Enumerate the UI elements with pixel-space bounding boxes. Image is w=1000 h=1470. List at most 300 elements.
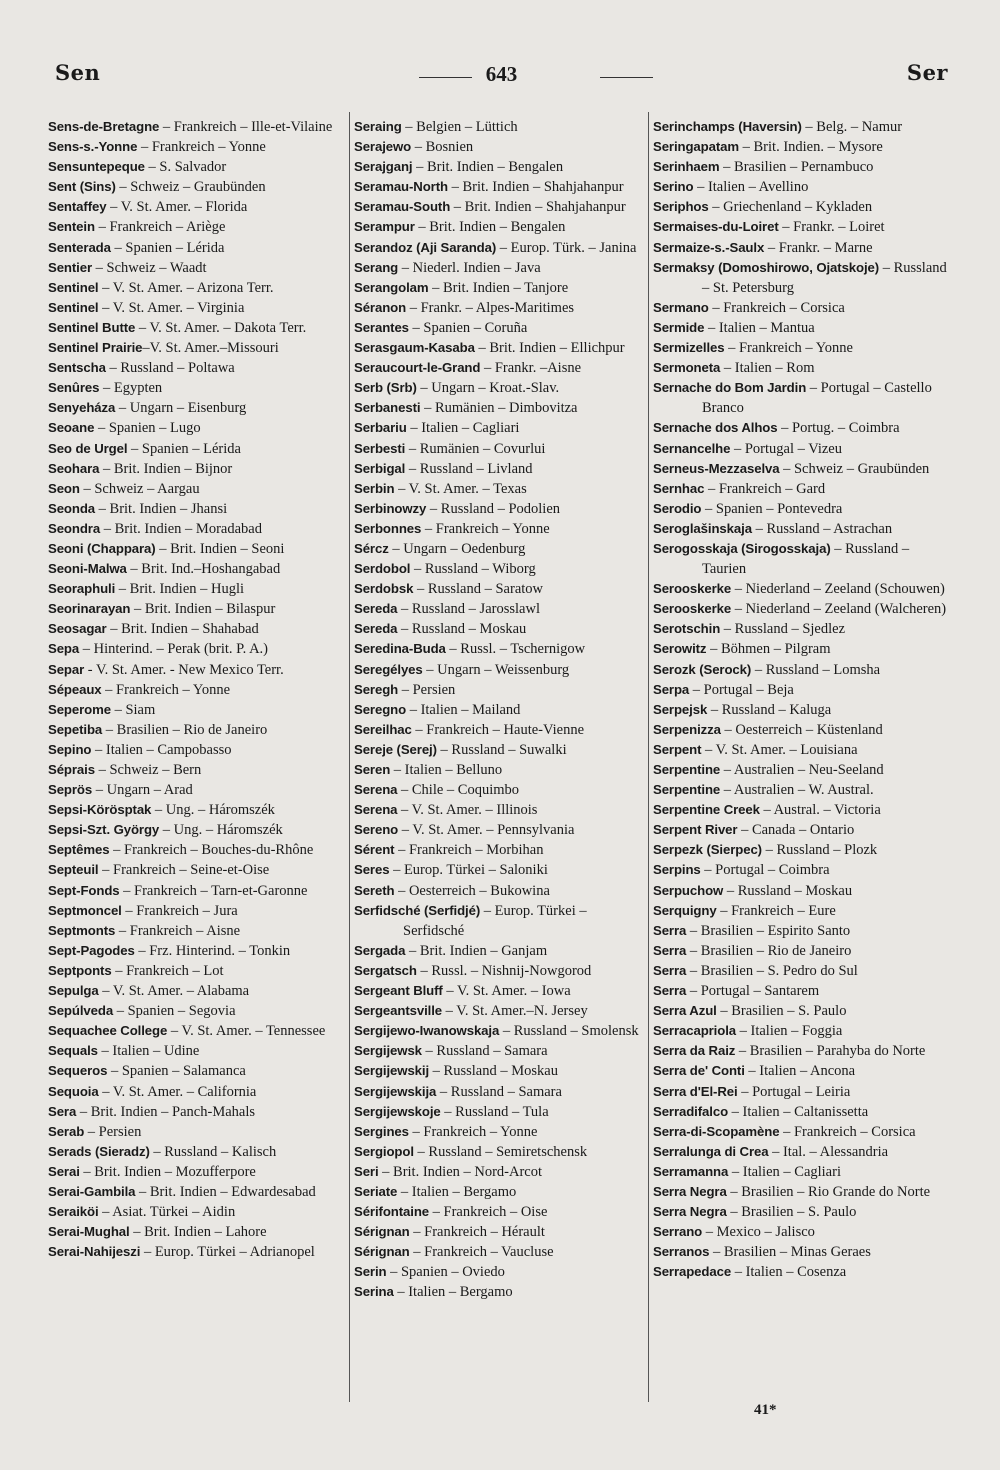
entry [354, 840, 648, 860]
entry-text: – Russland – Taurien [702, 540, 910, 578]
entry-headword: Serasgaum-Kasaba [354, 340, 475, 356]
entry-text: – V. St. Amer. – California [98, 1083, 257, 1100]
entry-headword: Septmonts [48, 922, 116, 938]
entry [653, 981, 949, 1001]
entry [48, 1222, 346, 1242]
entry-headword: Seoni-Malwa [48, 561, 127, 577]
entry [653, 780, 949, 800]
entry-text: – Spanien – Lugo [94, 420, 201, 437]
entry-headword: Sergeant Bluff [354, 983, 443, 999]
entry-text: – Niederland – Zeeland (Walcheren) [731, 601, 947, 618]
head-rule-right [600, 77, 653, 78]
entry [48, 921, 346, 941]
entry [48, 479, 346, 499]
entry [653, 800, 949, 820]
entry-text: – Brit. Indien – Shahjahanpur [447, 179, 624, 196]
entry-text: – Italien – Campobasso [91, 741, 232, 758]
signature-mark: 41* [754, 1402, 777, 1418]
entry-headword: Sérifontaine [354, 1204, 430, 1220]
entry-headword: Sergatsch [354, 962, 417, 978]
entry-text: – Frankreich – Aisne [115, 922, 241, 939]
entry-text: – Frankreich – Yonne [137, 139, 266, 156]
entry-text: – Frankreich – Haute-Vienne [411, 721, 585, 738]
entry-text: – Ungarn – Arad [92, 782, 193, 799]
entry-headword: Sergijewsk [354, 1043, 422, 1059]
entry-text: – Russland – Suwalki [436, 741, 567, 758]
entry-headword: Sépeaux [48, 681, 102, 697]
entry-text: – Brasilien – S. Pedro do Sul [686, 962, 858, 979]
entry-headword: Serinchamps (Haversin) [653, 119, 802, 134]
entry-text: – Russland – Lomsha [751, 661, 881, 678]
entry-text: – Russland – Jarosslawl [397, 601, 540, 618]
entry-text: – Italien – Udine [97, 1043, 200, 1060]
entry [48, 539, 346, 559]
entry-text: – Böhmen – Pilgram [706, 641, 831, 658]
entry [48, 780, 346, 800]
entry-text: – V. St. Amer. – Alabama [98, 983, 250, 1000]
entry [653, 1242, 949, 1262]
entry-text: – V. St. Amer. – Louisiana [701, 741, 858, 758]
entry-headword: Seringapatam [653, 139, 740, 155]
entry [354, 1262, 648, 1282]
entry [48, 298, 346, 318]
entry-text: – Frankr. –Aisne [480, 360, 582, 377]
entry [653, 197, 949, 217]
entry [354, 660, 648, 680]
entry-text: – Spanien – Lérida [127, 440, 241, 457]
entry-text: – Europ. Türk. – Janina [496, 239, 637, 256]
entry-text: – Frankr. – Marne [764, 239, 873, 256]
entry [354, 780, 648, 800]
entry-headword: Sera [48, 1103, 77, 1119]
entry-text: – V. St. Amer. – Arizona Terr. [98, 279, 274, 296]
entry-text: – Brasilien – S. Paulo [726, 1204, 857, 1221]
entry-headword: Seon [48, 480, 80, 496]
entry-headword: Serbonnes [354, 520, 422, 536]
entry-headword: Serena [354, 802, 398, 818]
entry-headword: Sernache dos Alhos [653, 420, 778, 436]
entry-text: – V. St. Amer. – Dakota Terr. [135, 319, 307, 336]
entry-text: – Russland – Podolien [426, 500, 561, 517]
entry [354, 1142, 648, 1162]
entry-text: – Brit. Indien – Hugli [115, 581, 245, 598]
entry-headword: Serra de' Conti [653, 1063, 745, 1079]
entry-text: – Russland – Moskau [397, 621, 527, 638]
entry-headword: Sereje (Serej) [354, 741, 437, 757]
entry [48, 358, 346, 378]
entry [354, 1082, 648, 1102]
entry-text: – Brit. Indien – Shahabad [106, 621, 259, 638]
entry-headword: Seregélyes [354, 661, 423, 677]
entry-text: – Russland – Semiretschensk [413, 1143, 588, 1160]
entry-headword: Sentinel Prairie [48, 340, 143, 356]
head-right-word: Ser [906, 60, 948, 85]
entry-headword: Serin [354, 1264, 387, 1280]
entry-text: – Chile – Coquimbo [397, 782, 520, 799]
entry-headword: Sentaffey [48, 199, 107, 215]
entry-headword: Serradifalco [653, 1103, 729, 1119]
entry [653, 1021, 949, 1041]
entry [653, 639, 949, 659]
entry-text: – Frankreich – Tarn-et-Garonne [119, 882, 308, 899]
entry [653, 459, 949, 479]
entry-text: – V. St. Amer. – Virginia [98, 299, 245, 316]
entry-text: – Portug. – Coimbra [777, 420, 900, 437]
entry-headword: Seperome [48, 701, 111, 717]
entry-text: – Europ. Türkei – Serfidsché [403, 902, 587, 939]
entry [354, 619, 648, 639]
entry-headword: Serads (Sieradz) [48, 1143, 150, 1159]
entry [653, 137, 949, 157]
entry [354, 1021, 648, 1041]
entry [653, 539, 949, 579]
entry-headword: Seosagar [48, 621, 107, 637]
entry [354, 680, 648, 700]
entry-headword: Serrano [653, 1224, 703, 1240]
entry-text: – Frankreich – Yonne [101, 681, 231, 698]
entry [48, 1182, 346, 1202]
entry-text: – Russland – Samara [421, 1043, 548, 1060]
entry [48, 398, 346, 418]
entry-headword: Septponts [48, 962, 112, 978]
entry [48, 1162, 346, 1182]
entry-text: – Brit. Indien – Panch-Mahals [76, 1103, 256, 1120]
entry [354, 720, 648, 740]
column-1 [48, 117, 346, 1262]
entry-headword: Sérent [354, 842, 395, 858]
entry-text: – Russland – Livland [405, 460, 533, 477]
entry-text: – Frz. Hinterind. – Tonkin [134, 942, 291, 959]
entry-headword: Seramau-South [354, 199, 451, 215]
entry [653, 599, 949, 619]
entry-text: – Persien [84, 1123, 142, 1140]
entry-headword: Septmoncel [48, 902, 122, 918]
entry-headword: Sermaises-du-Loiret [653, 219, 779, 235]
entry [354, 1102, 648, 1122]
entry-text: – Italien – Rom [720, 360, 815, 377]
entry [653, 579, 949, 599]
entry-text: – Brit. Indien – Nord-Arcot [378, 1163, 543, 1180]
entry [48, 499, 346, 519]
column-divider-1 [349, 112, 350, 1402]
entry [48, 137, 346, 157]
entry-text: – Oesterreich – Küstenland [720, 721, 883, 738]
entry-headword: Serooskerke [653, 601, 732, 617]
entry-text: – Russland – Kalisch [149, 1143, 277, 1160]
entry-text: – Hinterind. – Perak (brit. P. A.) [79, 641, 269, 658]
entry-text: – Griechenland – Kykladen [708, 199, 873, 216]
entry-headword: Serotschin [653, 621, 721, 637]
entry-text: – Brasilien – Rio de Janeiro [102, 721, 268, 738]
entry-headword: Seres [354, 862, 390, 878]
entry-headword: Serbin [354, 480, 395, 496]
entry [653, 358, 949, 378]
entry-headword: Serra da Raiz [653, 1043, 736, 1059]
entry-headword: Serranos [653, 1244, 710, 1260]
entry [653, 881, 949, 901]
entry-headword: Seregno [354, 701, 407, 717]
column-2 [354, 117, 648, 1303]
entry [48, 1122, 346, 1142]
entry [48, 258, 346, 278]
entry-headword: Serena [354, 782, 398, 798]
entry-headword: Sermizelles [653, 340, 725, 356]
entry-text: – Frankreich – Yonne [421, 520, 550, 537]
entry-headword: Serdobsk [354, 581, 414, 597]
entry-text: – Frankr. – Loiret [778, 219, 885, 236]
entry-text: – Portugal – Santarem [686, 983, 820, 1000]
entry-text: – Frankreich – Yonne [408, 1123, 538, 1140]
entry [48, 1102, 346, 1122]
entry [354, 1061, 648, 1081]
entry-headword: Serajewo [354, 139, 412, 155]
entry [48, 338, 346, 358]
entry [354, 941, 648, 961]
entry-headword: Serampur [354, 219, 415, 235]
entry [354, 217, 648, 237]
entry [354, 1001, 648, 1021]
entry-text: – Brasilien – S. Paulo [716, 1003, 847, 1020]
entry [48, 1001, 346, 1021]
entry [653, 1142, 949, 1162]
entry-headword: Serai [48, 1163, 80, 1179]
entry [354, 639, 648, 659]
entry-headword: Sentinel [48, 299, 99, 315]
entry [354, 278, 648, 298]
entry [48, 238, 346, 258]
entry [48, 1082, 346, 1102]
entry-headword: Septêmes [48, 842, 110, 858]
entry-text: – V. St. Amer. – Iowa [442, 983, 571, 1000]
entry-text: – Italien – Mantua [704, 319, 815, 336]
entry [48, 1242, 346, 1262]
entry [48, 599, 346, 619]
entry-text: – Frankreich – Gard [704, 480, 826, 497]
entry-text: – Frankreich – Yonne [724, 340, 853, 357]
entry [653, 1162, 949, 1182]
entry-text: – Ungarn – Oedenburg [388, 540, 526, 557]
entry-text: – Brit. Indien. – Mysore [739, 139, 883, 156]
entry-headword: Senûres [48, 380, 100, 396]
entry-headword: Sércz [354, 540, 389, 556]
entry-headword: Serai-Nahijeszi [48, 1244, 141, 1260]
entry [48, 740, 346, 760]
entry-text: – Rumänien – Dimbovitza [420, 400, 578, 417]
entry [354, 1162, 648, 1182]
entry [354, 378, 648, 398]
entry-text: – Belgien – Lüttich [401, 119, 518, 135]
entry-text: – Russland – Poltawa [105, 360, 235, 377]
entry-text: – Italien – Caltanissetta [728, 1103, 869, 1120]
entry [354, 459, 648, 479]
entry-text: – Frankreich – Morbihan [394, 842, 544, 859]
entry [48, 1021, 346, 1041]
entry [354, 157, 648, 177]
entry-headword: Serra [653, 942, 687, 958]
entry-headword: Serbesti [354, 440, 406, 456]
entry-headword: Serowitz [653, 641, 707, 657]
entry-text: – Frankreich – Vaucluse [409, 1244, 554, 1261]
entry-headword: Serra Azul [653, 1003, 717, 1019]
entry-text: – Frankreich – Corsica [779, 1123, 916, 1140]
entry [354, 1182, 648, 1202]
entry-headword: Sentein [48, 219, 95, 235]
entry [48, 860, 346, 880]
entry [354, 358, 648, 378]
entry-text: – Russland – Tula [440, 1103, 549, 1120]
entry-text: – Italien – Foggia [736, 1023, 843, 1040]
entry-headword: Sergijewskij [354, 1063, 430, 1079]
entry-headword: Sepsi-Szt. György [48, 822, 160, 838]
entry-text: – Niederland – Zeeland (Schouwen) [731, 581, 945, 598]
entry-text: – V. St. Amer. – Tennessee [167, 1023, 326, 1040]
entry-text: – Asiat. Türkei – Aidin [98, 1204, 236, 1221]
entry-headword: Seredina-Buda [354, 641, 446, 657]
entry [48, 680, 346, 700]
entry-headword: Séranon [354, 299, 407, 315]
entry-text: – Frankreich – Hérault [409, 1224, 545, 1241]
entry [354, 800, 648, 820]
entry-headword: Serozk (Serock) [653, 661, 752, 677]
entry-text: – V. St. Amer.–N. Jersey [442, 1003, 588, 1020]
entry [653, 901, 949, 921]
entry [354, 1222, 648, 1242]
entry-headword: Sepsi-Körösptak [48, 802, 152, 818]
entry-text: – Russland – Plozk [761, 842, 878, 859]
entry-headword: Serramanna [653, 1163, 729, 1179]
entry-headword: Seren [354, 762, 391, 777]
entry [354, 499, 648, 519]
entry [653, 338, 949, 358]
entry-text: – Frankreich – Jura [121, 902, 238, 919]
entry-text: – Frankreich – Lot [111, 962, 224, 979]
entry-text: – Brit. Indien – Lahore [129, 1224, 267, 1241]
entry-text: – Ung. – Háromszék [159, 822, 283, 839]
entry-text: – Schweiz – Waadt [92, 259, 207, 276]
entry-text: – Frankr. – Alpes-Maritimes [406, 299, 575, 316]
entry-headword: Serai-Mughal [48, 1224, 130, 1240]
entry-text: – Portugal – Beja [689, 681, 794, 698]
entry-headword: Sent (Sins) [48, 179, 116, 195]
entry [48, 660, 346, 680]
entry-headword: Serantes [354, 319, 409, 335]
entry [354, 599, 648, 619]
entry-headword: Sermaize-s.-Saulx [653, 239, 765, 255]
entry-text: – Russland – Saratow [413, 581, 543, 598]
entry-text: – Oesterreich – Bukowina [394, 882, 550, 899]
entry-headword: Serbanesti [354, 400, 421, 416]
entry-headword: Sermoneta [653, 360, 721, 376]
entry [354, 398, 648, 418]
entry-text: – Brasilien – Rio de Janeiro [686, 942, 852, 959]
entry-text: – Italien – Cagliari [406, 420, 520, 437]
entry-headword: Seraiköi [48, 1204, 99, 1220]
entry-headword: Sernache do Bom Jardin [653, 380, 807, 396]
entry [653, 860, 949, 880]
entry-headword: Serrapedace [653, 1264, 732, 1280]
entry [653, 840, 949, 860]
entry [653, 439, 949, 459]
entry-headword: Seraucourt-le-Grand [354, 360, 481, 376]
entry-text: – Siam [110, 701, 156, 718]
entry-headword: Sepa [48, 641, 80, 657]
entry-text: – Italien – Avellino [693, 179, 809, 196]
entry [48, 318, 346, 338]
entry-headword: Seoni (Chappara) [48, 540, 156, 556]
entry [653, 177, 949, 197]
entry-text: – Russland – Wiborg [410, 561, 536, 578]
entry-headword: Sergiopol [354, 1143, 414, 1159]
entry-headword: Sermaksy (Domoshirowo, Ojatskoje) [653, 259, 880, 275]
entry [48, 619, 346, 639]
entry-text: – Ungarn – Weissenburg [422, 661, 570, 678]
entry-headword: Senyeháza [48, 400, 116, 416]
entry [354, 1242, 648, 1262]
entry-headword: Sereda [354, 601, 398, 617]
entry-text: – Frankreich – Corsica [708, 299, 845, 316]
entry [354, 338, 648, 358]
entry-text: – Russland – Moskau [429, 1063, 558, 1080]
entry-text: – Italien – Mailand [406, 701, 521, 718]
entry-text: – Ungarn – Eisenburg [115, 400, 247, 417]
entry-headword: Serfidsché (Serfidjé) [354, 902, 481, 918]
entry-text: – Egypten [99, 380, 163, 397]
page-number: 643 [485, 62, 518, 86]
entry-headword: Serang [354, 259, 399, 275]
entry-headword: Seprös [48, 782, 93, 798]
entry-text: – Spanien – Segovia [113, 1003, 236, 1020]
entry-text: – Schweiz – Graubünden [779, 460, 930, 477]
entry-headword: Seramau-North [354, 179, 448, 195]
entry-headword: Sermano [653, 299, 709, 315]
entry-headword: Serbigal [354, 460, 406, 476]
entry [354, 1282, 648, 1302]
entry [653, 660, 949, 680]
entry-headword: Serandoz (Aji Saranda) [354, 239, 497, 255]
entry-text: – Ital. – Alessandria [768, 1143, 889, 1160]
entry-text: – Russland – Kaluga [707, 701, 832, 718]
entry [48, 981, 346, 1001]
entry-text: – Italien – Ancona [744, 1063, 856, 1080]
entry-headword: Sept-Pagodes [48, 942, 135, 958]
entry-text: – Belg. – Namur [801, 119, 903, 135]
entry-headword: Serpa [653, 681, 690, 697]
entry-headword: Serangolam [354, 279, 429, 295]
entry-text: – Europ. Türkei – Adrianopel [140, 1244, 315, 1261]
entry-headword: Sernancelhe [653, 440, 731, 456]
entry-headword: Serpezk (Sierpec) [653, 842, 762, 858]
entry-headword: Sept-Fonds [48, 882, 120, 898]
entry [354, 760, 648, 780]
entry-headword: Serbinowzy [354, 500, 427, 516]
entry-headword: Serpent [653, 741, 702, 757]
entry [48, 941, 346, 961]
entry [48, 579, 346, 599]
entry-headword: Sepulga [48, 983, 99, 999]
entry-text: – Frankreich – Ariège [94, 219, 226, 236]
entry-headword: Sermide [653, 319, 705, 335]
entry [653, 1202, 949, 1222]
entry-text: – V. St. Amer. – Florida [106, 199, 248, 216]
entry-headword: Sereth [354, 882, 395, 898]
entry-headword: Serra [653, 983, 687, 999]
entry [48, 559, 346, 579]
entry-text: – Brasilien – Minas Geraes [709, 1244, 871, 1261]
entry [653, 619, 949, 639]
entry [48, 1041, 346, 1061]
entry [48, 840, 346, 860]
entry [653, 418, 949, 438]
